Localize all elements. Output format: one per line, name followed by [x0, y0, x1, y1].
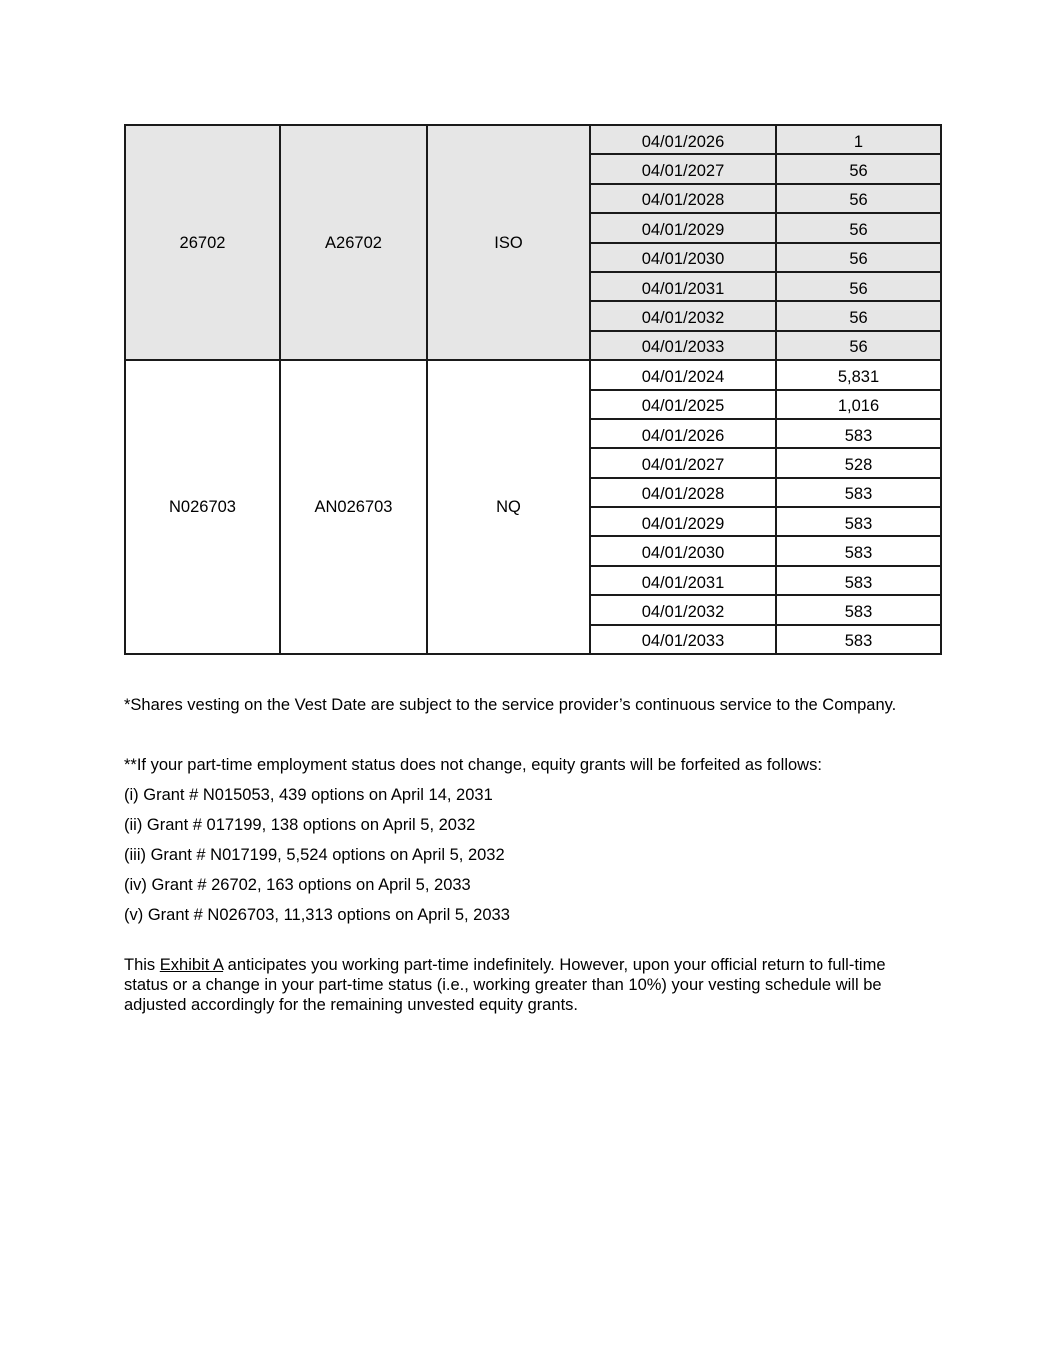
- vest-shares-cell: 56: [776, 301, 941, 330]
- table-row: [125, 125, 941, 154]
- vest-shares-cell: 583: [776, 536, 941, 565]
- vest-date-cell: 04/01/2033: [590, 625, 776, 654]
- vest-date-cell: 04/01/2028: [590, 184, 776, 213]
- table-row: [125, 360, 941, 389]
- vest-shares-cell: 56: [776, 213, 941, 242]
- forfeit-item-4: (iv) Grant # 26702, 163 options on April 5, 2033: [124, 876, 471, 894]
- grant-type-cell: NQ: [427, 360, 590, 654]
- vest-date-cell: 04/01/2028: [590, 478, 776, 507]
- vest-date-cell: 04/01/2027: [590, 154, 776, 183]
- exhibit-a-reference: Exhibit A: [159, 956, 224, 974]
- award-id-cell: A26702: [280, 125, 427, 360]
- vest-date-cell: 04/01/2029: [590, 507, 776, 536]
- notes-section: [124, 695, 924, 1015]
- vest-shares-cell: 56: [776, 184, 941, 213]
- vest-shares-cell: 583: [776, 566, 941, 595]
- vest-date-cell: 04/01/2032: [590, 595, 776, 624]
- vest-date-cell: 04/01/2030: [590, 536, 776, 565]
- vest-shares-cell: 583: [776, 507, 941, 536]
- grant-number-cell: N026703: [125, 360, 280, 654]
- closing-suffix: anticipates you working part-time indefinitely. However, upon your official return to full-time status or a change in your part-time status (i.e., working greater than 10%) your vesting schedule will be adjusted accordingly for the remaining unvested equity grants.: [124, 956, 886, 1014]
- vest-shares-cell: 1: [776, 125, 941, 154]
- vest-shares-cell: 5,831: [776, 360, 941, 389]
- vest-shares-cell: 56: [776, 272, 941, 301]
- forfeit-item-5: (v) Grant # N026703, 11,313 options on April 5, 2033: [124, 906, 510, 924]
- vest-shares-cell: 583: [776, 478, 941, 507]
- closing-paragraph: [124, 955, 924, 1015]
- forfeit-item-3: (iii) Grant # N017199, 5,524 options on April 5, 2032: [124, 846, 505, 864]
- vest-shares-cell: 1,016: [776, 390, 941, 419]
- grant-number-cell: 26702: [125, 125, 280, 360]
- vest-date-cell: 04/01/2029: [590, 213, 776, 242]
- vesting-schedule-body: [125, 125, 941, 654]
- vest-shares-cell: 56: [776, 331, 941, 360]
- vest-shares-cell: 56: [776, 154, 941, 183]
- vest-date-cell: 04/01/2031: [590, 272, 776, 301]
- vest-date-cell: 04/01/2033: [590, 331, 776, 360]
- forfeit-intro: **If your part-time employment status does not change, equity grants will be forfeited as follows:: [124, 756, 822, 774]
- forfeit-item-1: (i) Grant # N015053, 439 options on April 14, 2031: [124, 786, 493, 804]
- vest-date-cell: 04/01/2031: [590, 566, 776, 595]
- vest-date-cell: 04/01/2026: [590, 419, 776, 448]
- vest-shares-cell: 56: [776, 243, 941, 272]
- vest-date-cell: 04/01/2032: [590, 301, 776, 330]
- vest-shares-cell: 583: [776, 595, 941, 624]
- vesting-schedule-table: [124, 124, 942, 655]
- service-footnote: *Shares vesting on the Vest Date are subject to the service provider’s continuous service to the Company.: [124, 696, 897, 714]
- vest-shares-cell: 528: [776, 448, 941, 477]
- forfeit-item-2: (ii) Grant # 017199, 138 options on April 5, 2032: [124, 816, 476, 834]
- vest-shares-cell: 583: [776, 625, 941, 654]
- vest-date-cell: 04/01/2030: [590, 243, 776, 272]
- vest-date-cell: 04/01/2025: [590, 390, 776, 419]
- vest-date-cell: 04/01/2027: [590, 448, 776, 477]
- award-id-cell: AN026703: [280, 360, 427, 654]
- vest-shares-cell: 583: [776, 419, 941, 448]
- closing-prefix: This: [124, 956, 160, 974]
- vest-date-cell: 04/01/2024: [590, 360, 776, 389]
- grant-type-cell: ISO: [427, 125, 590, 360]
- vest-date-cell: 04/01/2026: [590, 125, 776, 154]
